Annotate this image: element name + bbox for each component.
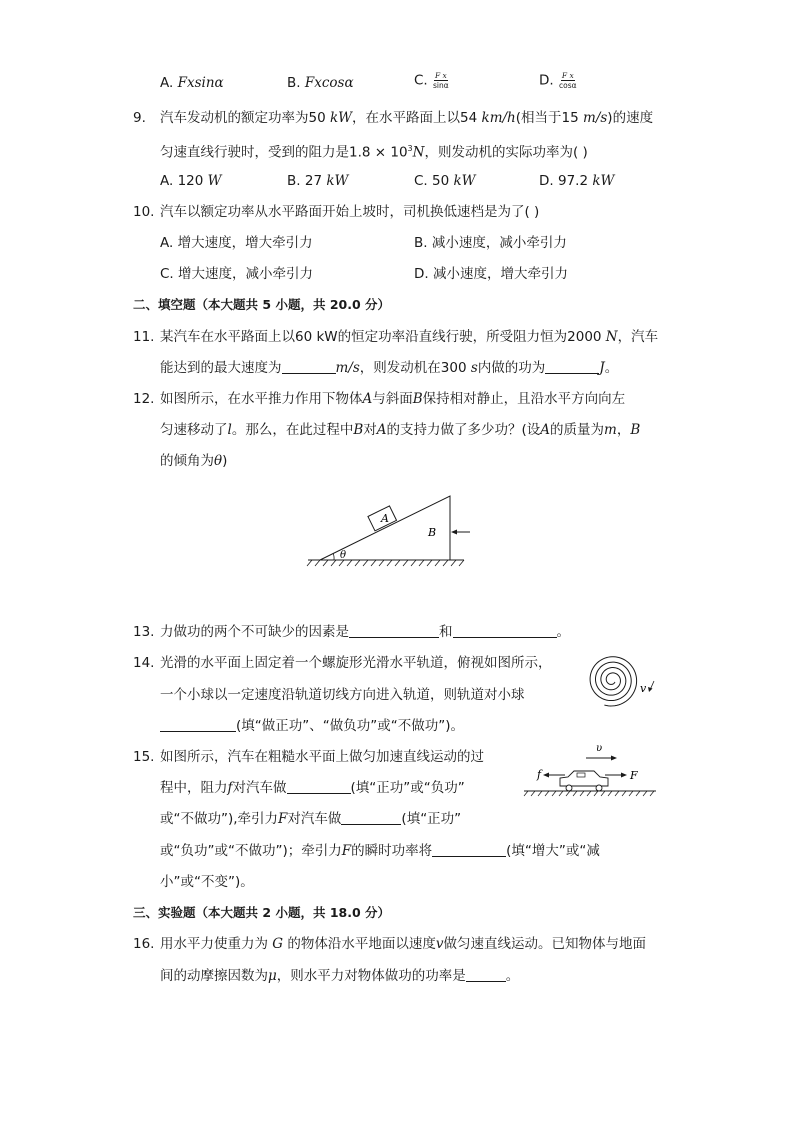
q12-line2: 匀速移动了l。那么，在此过程中B对A的支持力做了多少功？(设A的质量为m，B	[160, 422, 641, 438]
car-wheel-rear	[566, 785, 572, 791]
q14-spiral-figure	[570, 640, 662, 726]
q8-option-d: D. $\frac{\text{F x}}{\cos\alpha}$	[539, 71, 577, 90]
q13-line1: 力做功的两个不可缺少的因素是 和 。	[160, 624, 570, 640]
q8-option-c: C. $\frac{\text{F x}}{\sin\alpha}$	[414, 71, 449, 90]
q15-car-figure	[520, 736, 658, 798]
q8-option-a: A. Fxsinα	[160, 75, 224, 91]
q8-option-d-fraction: $\frac{\text{F x}}{\cos\alpha}$	[558, 71, 577, 90]
q15-line1: 如图所示，汽车在粗糙水平面上做匀加速直线运动的过	[160, 749, 484, 765]
theta-arc	[333, 553, 334, 560]
spiral-track	[590, 657, 637, 706]
section2-heading: 二、填空题（本大题共 5 小题，共 20.0 分）	[133, 297, 391, 312]
q12-line3: 的倾角为θ)	[160, 453, 228, 469]
ground-hatch	[307, 560, 464, 566]
q12-incline-figure	[300, 488, 470, 568]
q11-blank-speed[interactable]	[282, 359, 336, 374]
q14-line2: 一个小球以一定速度沿轨道切线方向进入轨道，则轨道对小球	[160, 687, 525, 703]
q12-line1: 如图所示，在水平推力作用下物体A与斜面B保持相对静止，且沿水平方向向左	[160, 391, 626, 407]
q9-line1: 汽车发动机的额定功率为50 kW，在水平路面上以54 km/h(相当于15 m/s)的速度	[160, 110, 654, 126]
q8-option-c-fraction: $\frac{\text{F x}}{\sin\alpha}$	[433, 71, 449, 90]
q15-blank-2[interactable]	[341, 810, 401, 825]
label-v: v	[640, 682, 647, 695]
q9-option-c: C. 50 kW	[414, 173, 476, 189]
q9-line2: 匀速直线行驶时，受到的阻力是$1.8 \times 10^3N$，则发动机的实际功率为( )	[160, 144, 588, 161]
q14-line1: 光滑的水平面上固定着一个螺旋形光滑水平轨道，俯视如图所示，	[160, 655, 552, 671]
q15-blank-3[interactable]	[432, 842, 506, 857]
section3-heading: 三、实验题（本大题共 2 小题，共 18.0 分）	[133, 905, 391, 920]
q15-line4: 或“负功”或“不做功”)；牵引力F的瞬时功率将 (填“增大”或“减	[160, 843, 600, 859]
label-b: B	[428, 526, 437, 539]
q10-option-b: B. 减小速度，减小牵引力	[414, 235, 567, 251]
q13-number: 13.	[133, 624, 155, 640]
q10-number: 10.	[133, 204, 155, 220]
friction-arrow-head	[543, 773, 549, 778]
velocity-arrow-head	[611, 756, 617, 761]
v-arrow-head	[648, 687, 653, 692]
q16-number: 16.	[133, 936, 155, 952]
traction-arrow-head	[621, 773, 627, 778]
q16-line1: 用水平力使重力为 G 的物体沿水平地面以速度v做匀速直线运动。已知物体与地面	[160, 936, 647, 952]
push-arrow-head	[451, 530, 457, 535]
q8-option-b: B. Fxcosα	[287, 75, 354, 91]
q15-line5: 小”或“不变”)。	[160, 874, 254, 890]
q9-number: 9.	[133, 110, 146, 126]
q13-blank-1[interactable]	[349, 623, 439, 638]
q14-blank[interactable]	[160, 717, 236, 732]
q15-line3: 或“不做功”),牵引力F对汽车做 (填“正功”	[160, 811, 462, 827]
q14-line3: (填“做正功”、“做负功”或“不做功”)。	[160, 717, 464, 735]
label-theta: θ	[340, 550, 347, 561]
q15-number: 15.	[133, 749, 155, 765]
label-v: υ	[596, 743, 603, 754]
q10-option-a: A. 增大速度，增大牵引力	[160, 235, 313, 251]
q11-blank-work[interactable]	[545, 359, 599, 374]
q16-line2: 间的动摩擦因数为μ，则水平力对物体做功的功率是 。	[160, 968, 520, 984]
q16-blank[interactable]	[466, 967, 506, 982]
q15-line2: 程中，阻力f对汽车做 (填“正功”或“负功”	[160, 780, 465, 796]
label-F: F	[630, 769, 638, 782]
label-f: f	[537, 768, 542, 781]
label-a: A	[381, 512, 389, 525]
q11-line1: 某汽车在水平路面上以60 kW的恒定功率沿直线行驶，所受阻力恒为2000 N，汽车	[160, 329, 659, 345]
q10-option-c: C. 增大速度，减小牵引力	[160, 266, 314, 282]
q9-option-b: B. 27 kW	[287, 173, 349, 189]
q10-option-d: D. 减小速度，增大牵引力	[414, 266, 568, 282]
q9-option-a: A. 120 W	[160, 173, 222, 189]
q12-number: 12.	[133, 391, 155, 407]
q14-number: 14.	[133, 655, 155, 671]
car-wheel-front	[596, 785, 602, 791]
q15-blank-1[interactable]	[287, 779, 351, 794]
road-hatch	[524, 791, 654, 796]
q11-number: 11.	[133, 329, 155, 345]
q11-line2: 能达到的最大速度为 m/s，则发动机在300 s内做的功为 J。	[160, 360, 619, 376]
q13-blank-2[interactable]	[453, 623, 557, 638]
q9-option-d: D. 97.2 kW	[539, 173, 615, 189]
q10-line1: 汽车以额定功率从水平路面开始上坡时，司机换低速档是为了( )	[160, 204, 540, 220]
